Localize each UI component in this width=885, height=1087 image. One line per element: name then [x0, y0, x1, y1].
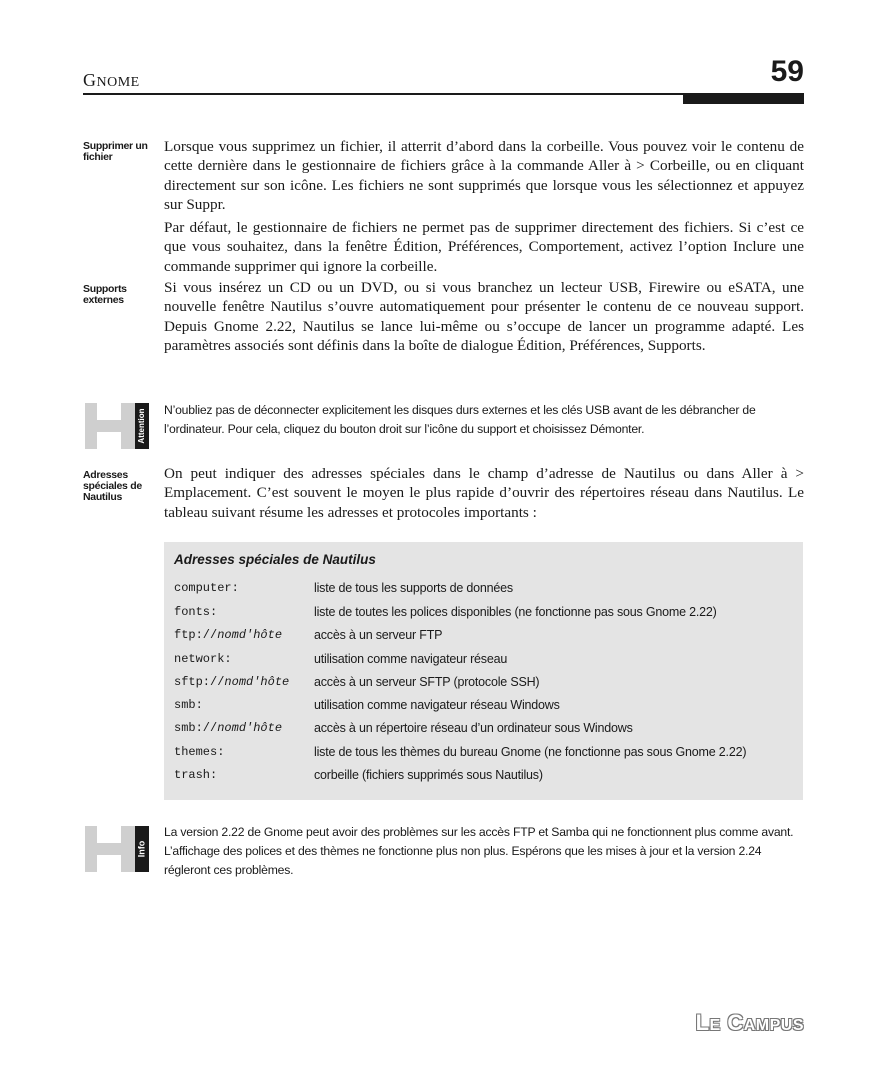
table-code: ftp://nomd'hôte	[174, 628, 283, 642]
table-code: fonts:	[174, 605, 218, 619]
table-desc: accès à un serveur FTP	[314, 628, 443, 642]
paragraph-adresses: On peut indiquer des adresses spéciales dans le champ d’adresse de Nautilus ou dans Aller à > Emplacement. C’est souvent le moyen le plus rapide d’ouvrir des répertoires réseau dans Nautilus. Le tableau suivant résume les adresses et protocoles importants :	[164, 465, 804, 521]
margin-label-supports: Supports externes	[83, 283, 127, 306]
addresses-table	[164, 542, 803, 800]
paragraph-supports: Si vous insérez un CD ou un DVD, ou si vous branchez un lecteur USB, Firewire ou eSATA, une nouvelle fenêtre Nautilus s’ouvre automatiquement pour présenter le contenu de ce nouveau support. Depuis Gnome 2.22, Nautilus se lance lui-même ou s’occupe de lancer un programme adapté. Les paramètres associés sont définis dans la boîte de dialogue Édition, Préférences, Supports.	[164, 279, 804, 354]
attention-icon	[85, 403, 149, 449]
table-code: themes:	[174, 745, 225, 759]
table-code: sftp://nomd'hôte	[174, 675, 290, 689]
table-row	[174, 744, 794, 767]
table-row	[174, 580, 794, 603]
table-row	[174, 697, 794, 720]
table-code: smb:	[174, 698, 203, 712]
running-header-title	[83, 70, 140, 91]
svg-text:Info: Info	[136, 840, 147, 858]
paragraph-supprimer: Lorsque vous supprimez un fichier, il atterrit d’abord dans la corbeille. Vous pouvez voir le contenu de cette dernière dans le gestionnaire de fichiers grâce à la commande Aller à > Corbeille, ou en cliquant directement sur son icône. Les fichiers ne sont supprimés que lorsque vous les sélectionnez et appuyez sur Suppr.	[164, 138, 804, 213]
info-icon	[85, 826, 149, 872]
table-row	[174, 651, 794, 674]
table-code: smb://nomd'hôte	[174, 721, 283, 735]
header-rule-bar	[683, 95, 804, 104]
table-code: trash:	[174, 768, 218, 782]
table-desc: utilisation comme navigateur réseau Windows	[314, 698, 560, 712]
table-desc: accès à un serveur SFTP (protocole SSH)	[314, 675, 540, 689]
table-desc: liste de toutes les polices disponibles (ne fonctionne pas sous Gnome 2.22)	[314, 605, 717, 619]
table-desc: liste de tous les supports de données	[314, 581, 513, 595]
table-row	[174, 720, 794, 743]
info-note-text: La version 2.22 de Gnome peut avoir des problèmes sur les accès FTP et Samba qui ne fonctionnent plus comme avant. L’affichage des polices et des thèmes ne fonctionne plus non plus. Espérons que les mises à jour et la version 2.24 régleront ces problèmes.	[164, 825, 794, 877]
table-row	[174, 627, 794, 650]
table-desc: liste de tous les thèmes du bureau Gnome (ne fonctionne pas sous Gnome 2.22)	[314, 745, 747, 759]
table-desc: accès à un répertoire réseau d’un ordinateur sous Windows	[314, 721, 633, 735]
svg-text:Attention: Attention	[137, 408, 147, 444]
table-code: computer:	[174, 581, 239, 595]
table-desc: utilisation comme navigateur réseau	[314, 652, 508, 666]
page-number: 59	[770, 55, 804, 88]
table-title: Adresses spéciales de Nautilus	[174, 552, 376, 567]
attention-note-text: N’oubliez pas de déconnecter explicitement les disques durs externes et les clés USB avant de les débrancher de l’ordinateur. Pour cela, cliquez du bouton droit sur l’icône du support et choisissez Démonter.	[164, 403, 756, 436]
table-code: network:	[174, 652, 232, 666]
table-desc: corbeille (fichiers supprimés sous Nautilus)	[314, 768, 543, 782]
table-row	[174, 604, 794, 627]
header-rest: NOME	[96, 75, 140, 90]
margin-label-adresses: Adresses spéciales de Nautilus	[83, 469, 142, 503]
publisher-logo: LE CAMPUS	[695, 1010, 804, 1035]
table-row	[174, 767, 794, 790]
header-initial: G	[83, 70, 97, 90]
paragraph-par-defaut: Par défaut, le gestionnaire de fichiers ne permet pas de supprimer directement des fichiers. Si c’est ce que vous souhaitez, dans la fenêtre Édition, Préférences, Comportement, activez l’option Inclure une commande supprimer qui ignore la corbeille.	[164, 219, 804, 275]
margin-label-supprimer: Supprimer un fichier	[83, 140, 148, 163]
table-row	[174, 674, 794, 697]
